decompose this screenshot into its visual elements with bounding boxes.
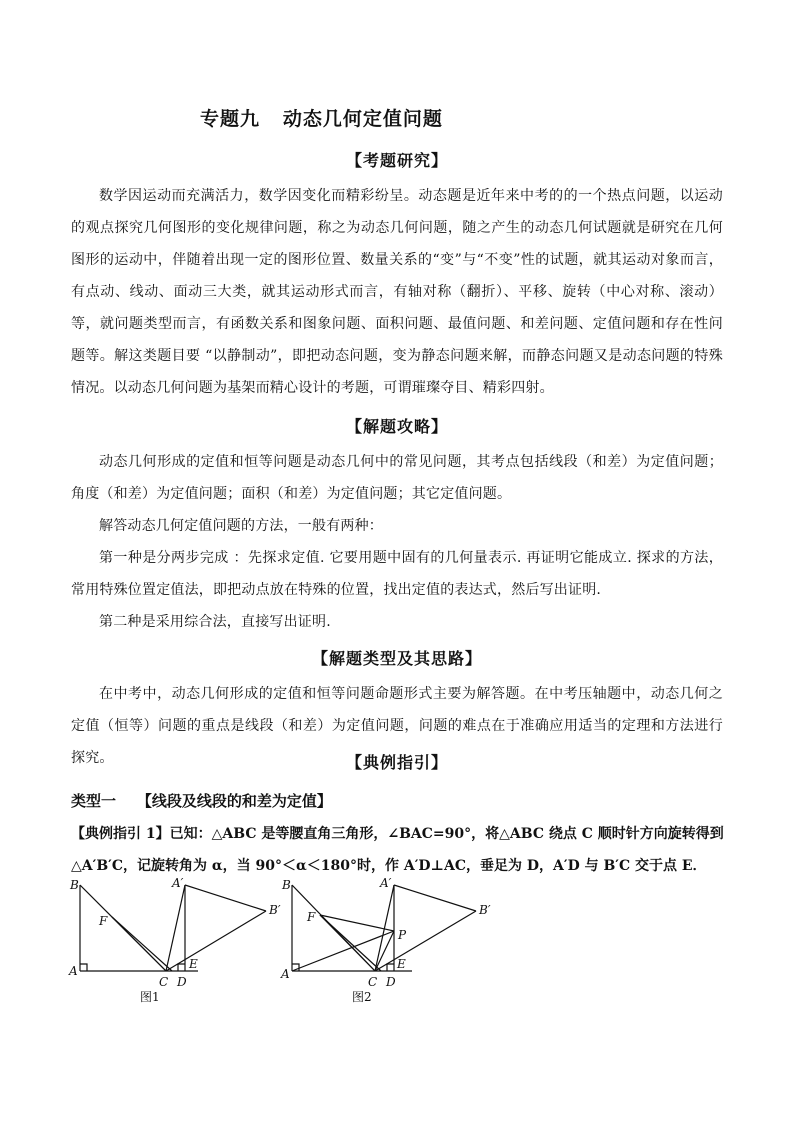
figure-1 [68, 875, 298, 1014]
paragraph-gonglue-1: 动态几何形成的定值和恒等问题是动态几何中的常见问题，其考点包括线段（和差）为定值问题；角度（和差）为定值问题；面积（和差）为定值问题；其它定值问题。 [71, 454, 723, 502]
fig1-label-d: D [177, 975, 187, 989]
fig2-caption: 图2 [352, 990, 372, 1004]
section-heading-dianli: 【典例指引】 [345, 753, 448, 772]
fig2-line-fc [320, 915, 375, 971]
fig1-label-a: A [69, 964, 78, 978]
fig2-label-d: D [386, 975, 396, 989]
fig2-label-a-prime: A′ [380, 876, 392, 890]
fig2-line-fd [320, 915, 381, 971]
fig1-label-a-prime: A′ [172, 876, 184, 890]
fig1-line-fd [112, 917, 172, 971]
fig2-label-b-prime: B′ [479, 903, 491, 917]
fig2-line-fp [320, 915, 394, 931]
paragraph-gonglue-3: 第一种是分两步完成 ：先探求定值. 它要用题中固有的几何量表示. 再证明它能成立. 探求的方法，常用特殊位置定值法，即把动点放在特殊的位置，找出定值的表达式，然后写出证明. [71, 550, 723, 598]
fig1-label-f: F [99, 914, 108, 928]
fig1-line-a1b1 [185, 885, 266, 911]
fig1-right-angle-a [80, 964, 87, 971]
section-heading-kaoti: 【考题研究】 [345, 151, 448, 170]
fig1-label-c: C [159, 975, 169, 989]
fig1-label-b: B [70, 878, 79, 892]
paragraph-leixing: 在中考中，动态几何形成的定值和恒等问题命题形式主要为解答题。在中考压轴题中，动态几何之定值（恒等）问题的重点是线段（和差）为定值问题，问题的难点在于准确应用适当的定理和方法进行探究。 [71, 686, 723, 766]
section-heading-leixing: 【解题类型及其思路】 [311, 649, 482, 668]
fig2-line-a1b1 [394, 885, 476, 911]
fig1-right-angle-d [178, 964, 185, 971]
example-text-1: 已知：△ABC 是等腰直角三角形，∠BAC=90°，将△ABC 绕点 C 顺时针方向旋转得到 [169, 826, 724, 842]
example-label: 【典例指引 1】 [71, 826, 170, 842]
section-heading-gonglue: 【解题攻略】 [345, 417, 448, 436]
fig2-label-f: F [307, 910, 316, 924]
example-1 [71, 818, 731, 882]
paragraph-gonglue-4: 第二种是采用综合法，直接写出证明. [99, 614, 331, 630]
example-line-1 [71, 818, 731, 850]
fig2-label-a: A [281, 967, 290, 981]
fig2-line-b1c [375, 911, 476, 971]
fig1-line-b1c [166, 911, 266, 971]
fig2-label-e: E [397, 957, 406, 971]
fig2-label-c: C [368, 975, 378, 989]
fig1-label-b-prime: B′ [269, 903, 281, 917]
fig2-label-b: B [282, 878, 291, 892]
figure-1-diagram [68, 875, 298, 1010]
fig1-caption: 图1 [140, 990, 160, 1004]
paragraph-gonglue-2: 解答动态几何定值问题的方法，一般有两种： [99, 518, 383, 534]
fig2-right-angle-d [387, 964, 394, 971]
page-title: 专题九 动态几何定值问题 [200, 108, 443, 130]
fig1-label-e: E [189, 957, 198, 971]
fig2-label-p: P [398, 928, 407, 942]
fig1-line-a1c [166, 885, 185, 971]
fig1-line-fc [112, 917, 166, 971]
example-line-2: △A′B′C，记旋转角为 α，当 90°＜α＜180°时，作 A′D⊥AC，垂足为 D，A′D 与 B′C 交于点 E． [71, 858, 707, 874]
figure-2-diagram [280, 875, 510, 1010]
figure-2 [280, 875, 510, 1014]
type-one-heading: 类型一 【线段及线段的和差为定值】 [71, 792, 332, 810]
paragraph-kaoti: 数学因运动而充满活力，数学因变化而精彩纷呈。动态题是近年来中考的的一个热点问题，以运动的观点探究几何图形的变化规律问题，称之为动态几何问题，随之产生的动态几何试题就是研究在几何图形的运动中，伴随着出现一定的图形位置、数量关系的“变”与“不变”性的试题，就其运动对象而言，有点动、线动、面动三大类，就其运动形式而言，有轴对称（翻折）、平移、旋转（中心对称、滚动）等，就问题类型而言，有函数关系和图象问题、面积问题、最值问题、和差问题、定值问题和存在性问题等。解这类题目要 “以静制动”，即把动态问题，变为静态问题来解，而静态问题又是动态问题的特殊情况。以动态几何问题为基架而精心设计的考题，可谓璀璨夺目、精彩四射。 [71, 188, 723, 396]
